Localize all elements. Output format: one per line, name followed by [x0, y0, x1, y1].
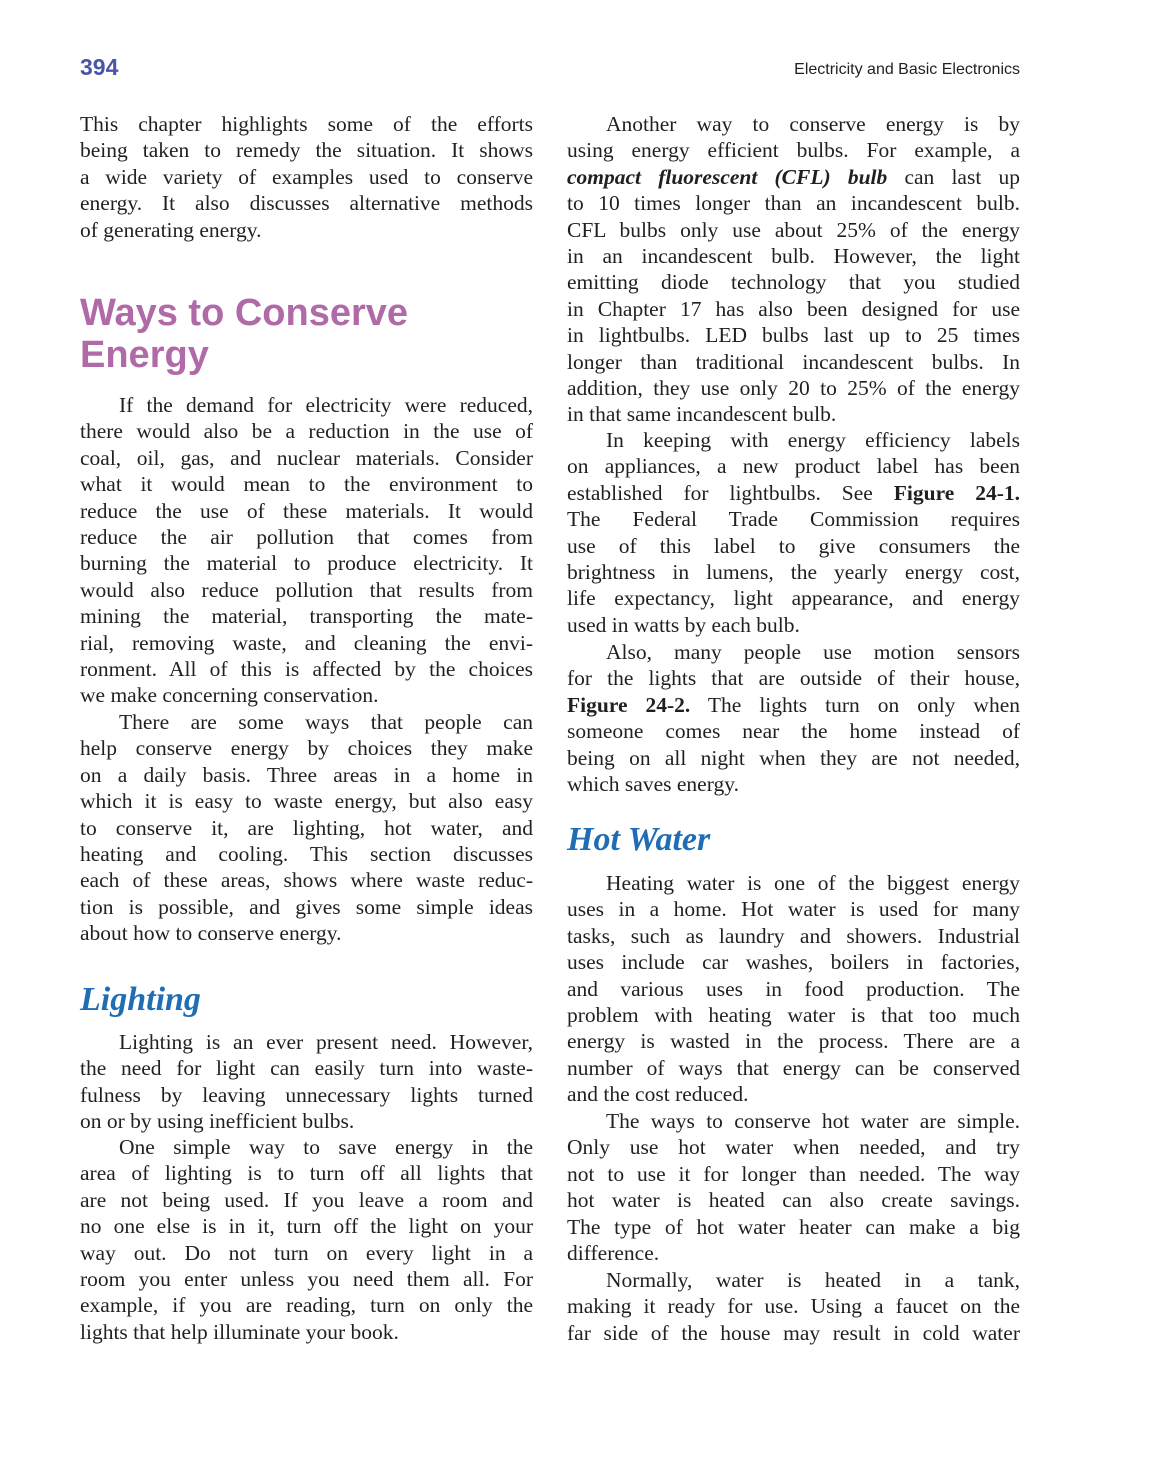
text-line: area of lighting is to turn off all lights that — [80, 1161, 533, 1186]
section-heading — [80, 292, 408, 376]
text-line: use of this label to give consumers the — [567, 533, 1020, 558]
text-line: lights that help illuminate your book. — [80, 1319, 399, 1344]
text-line: in that same incandescent bulb. — [567, 402, 837, 427]
paragraph-demand — [80, 392, 533, 709]
text-line: to 10 times longer than an incandescent bulb. — [567, 191, 1020, 216]
section-heading-line: Ways to Conserve — [80, 292, 409, 334]
text-line: about how to conserve energy. — [80, 921, 342, 946]
emphasized-text: compact fluorescent (CFL) bulb — [567, 164, 888, 189]
text-line: If the demand for electricity were reduced, — [119, 393, 533, 417]
text-line: there would also be a reduction in the use of — [80, 419, 533, 444]
text-line: which saves energy. — [567, 771, 739, 796]
paragraph-hot-water-2 — [567, 1108, 1020, 1266]
emphasized-text: Figure 24-2. — [567, 692, 691, 717]
paragraph-hot-water-3 — [567, 1267, 1020, 1346]
text-line: someone comes near the home instead of — [567, 719, 1020, 744]
text-line: difference. — [567, 1240, 660, 1265]
text-line: CFL bulbs only use about 25% of the energy — [567, 217, 1020, 242]
text-line: Only use hot water when needed, and try — [567, 1135, 1020, 1160]
text-line: to conserve it, are lighting, hot water, and — [80, 815, 533, 840]
text-line: hot water is heated can also create savings. — [567, 1188, 1020, 1213]
text-line: This chapter highlights some of the efforts — [80, 112, 533, 136]
paragraph-bulbs — [567, 111, 1020, 428]
text-line: room you enter unless you need them all. For — [80, 1266, 533, 1291]
text-line: each of these areas, shows where waste reduc- — [80, 868, 533, 893]
text-line: help conserve energy by choices they make — [80, 736, 533, 761]
text-line: making it ready for use. Using a faucet on the — [567, 1294, 1020, 1319]
text-line: are not being used. If you leave a room and — [80, 1187, 533, 1212]
running-head: Electricity and Basic Electronics — [794, 61, 1020, 78]
text-line: a wide variety of examples used to conserve — [80, 164, 533, 189]
text-line: problem with heating water is that too much — [567, 1002, 1020, 1027]
text-line: addition, they use only 20 to 25% of the energy — [567, 375, 1020, 400]
text-line: Heating water is one of the biggest energy — [606, 871, 1020, 895]
text-line: of generating energy. — [80, 217, 262, 242]
text-line: emitting diode technology that you studied — [567, 270, 1020, 295]
paragraph-lighting-2 — [80, 1134, 533, 1345]
paragraph-labels — [567, 427, 1020, 638]
text-line: coal, oil, gas, and nuclear materials. Consider — [80, 445, 533, 470]
text-line: Normally, water is heated in a tank, — [606, 1268, 1020, 1292]
text-line: the need for light can easily turn into waste- — [80, 1056, 533, 1081]
text-line: energy. It also discusses alternative methods — [80, 191, 533, 216]
text-line: tasks, such as laundry and showers. Industrial — [567, 923, 1020, 948]
emphasized-text: Figure 24-1. — [893, 480, 1021, 505]
lighting-heading: Lighting — [80, 981, 201, 1018]
text-line: fulness by leaving unnecessary lights turned — [80, 1082, 533, 1107]
text-line: would also reduce pollution that results from — [80, 577, 533, 602]
text-line: used in watts by each bulb. — [567, 612, 800, 637]
section-heading-line: Energy — [80, 334, 209, 376]
text-line: being on all night when they are not needed, — [567, 745, 1020, 770]
text-line: uses in a home. Hot water is used for many — [567, 897, 1020, 922]
text-line: on a daily basis. Three areas in a home in — [80, 762, 533, 787]
text-line: number of ways that energy can be conserved — [567, 1055, 1020, 1080]
text-line: In keeping with energy efficiency labels — [606, 428, 1020, 452]
text-line: in an incandescent bulb. However, the light — [567, 243, 1020, 268]
text-line: in Chapter 17 has also been designed for use — [567, 296, 1020, 321]
text-line: One simple way to save energy in the — [119, 1135, 533, 1159]
text-line: for the lights that are outside of their house, — [567, 666, 1020, 691]
text-line: rial, removing waste, and cleaning the envi- — [80, 630, 533, 655]
text-line: reduce the use of these materials. It would — [80, 498, 533, 523]
text-segment: The lights turn on only when — [690, 692, 1020, 717]
text-line: The Federal Trade Commission requires — [567, 507, 1020, 532]
text-line — [567, 480, 1020, 506]
text-line: no one else is in it, turn off the light on your — [80, 1214, 533, 1239]
text-line: example, if you are reading, turn on only the — [80, 1293, 533, 1318]
text-line: on appliances, a new product label has been — [567, 454, 1020, 479]
text-line: far side of the house may result in cold water — [567, 1320, 1020, 1345]
text-line: what it would mean to the environment to — [80, 472, 533, 497]
text-line: we make concerning conservation. — [80, 683, 379, 708]
paragraph-ways — [80, 709, 533, 947]
text-line: on or by using inefficient bulbs. — [80, 1109, 355, 1134]
text-line: and the cost reduced. — [567, 1082, 749, 1107]
text-line: Lighting is an ever present need. However, — [119, 1030, 533, 1054]
text-line — [567, 164, 1020, 190]
paragraph-hot-water-1 — [567, 870, 1020, 1108]
text-segment: established for lightbulbs. See — [567, 480, 894, 505]
text-line: There are some ways that people can — [119, 710, 533, 734]
text-line: being taken to remedy the situation. It shows — [80, 138, 533, 163]
text-line: life expectancy, light appearance, and energy — [567, 586, 1020, 611]
text-line: tion is possible, and gives some simple ideas — [80, 894, 533, 919]
hot-water-heading: Hot Water — [567, 821, 711, 858]
paragraph-lighting-1 — [80, 1029, 533, 1135]
text-line: using energy efficient bulbs. For example, a — [567, 138, 1020, 163]
text-line: which it is easy to waste energy, but also easy — [80, 789, 533, 814]
text-segment: can last up — [887, 164, 1020, 189]
text-line: in lightbulbs. LED bulbs last up to 25 times — [567, 323, 1020, 348]
text-line: Another way to conserve energy is by — [606, 112, 1020, 136]
text-line: reduce the air pollution that comes from — [80, 524, 533, 549]
page-number: 394 — [80, 54, 119, 80]
paragraph-sensors — [567, 639, 1020, 797]
text-line: brightness in lumens, the yearly energy cost, — [567, 559, 1020, 584]
intro-paragraph — [80, 111, 533, 243]
text-line: uses include car washes, boilers in factories, — [567, 950, 1020, 975]
text-line: Also, many people use motion sensors — [606, 640, 1020, 664]
text-line: The type of hot water heater can make a big — [567, 1214, 1020, 1239]
text-line: and various uses in food production. The — [567, 976, 1020, 1001]
text-line: burning the material to produce electricity. It — [80, 551, 533, 576]
text-line: heating and cooling. This section discusses — [80, 841, 533, 866]
text-line: longer than traditional incandescent bulbs. In — [567, 349, 1020, 374]
text-line: mining the material, transporting the mate- — [80, 604, 533, 629]
text-line: ronment. All of this is affected by the choices — [80, 656, 533, 681]
text-line: The ways to conserve hot water are simple. — [606, 1109, 1020, 1133]
text-line: energy is wasted in the process. There are a — [567, 1029, 1020, 1054]
text-line: way out. Do not turn on every light in a — [80, 1240, 533, 1265]
text-line: not to use it for longer than needed. The way — [567, 1161, 1020, 1186]
text-line — [567, 692, 1020, 718]
